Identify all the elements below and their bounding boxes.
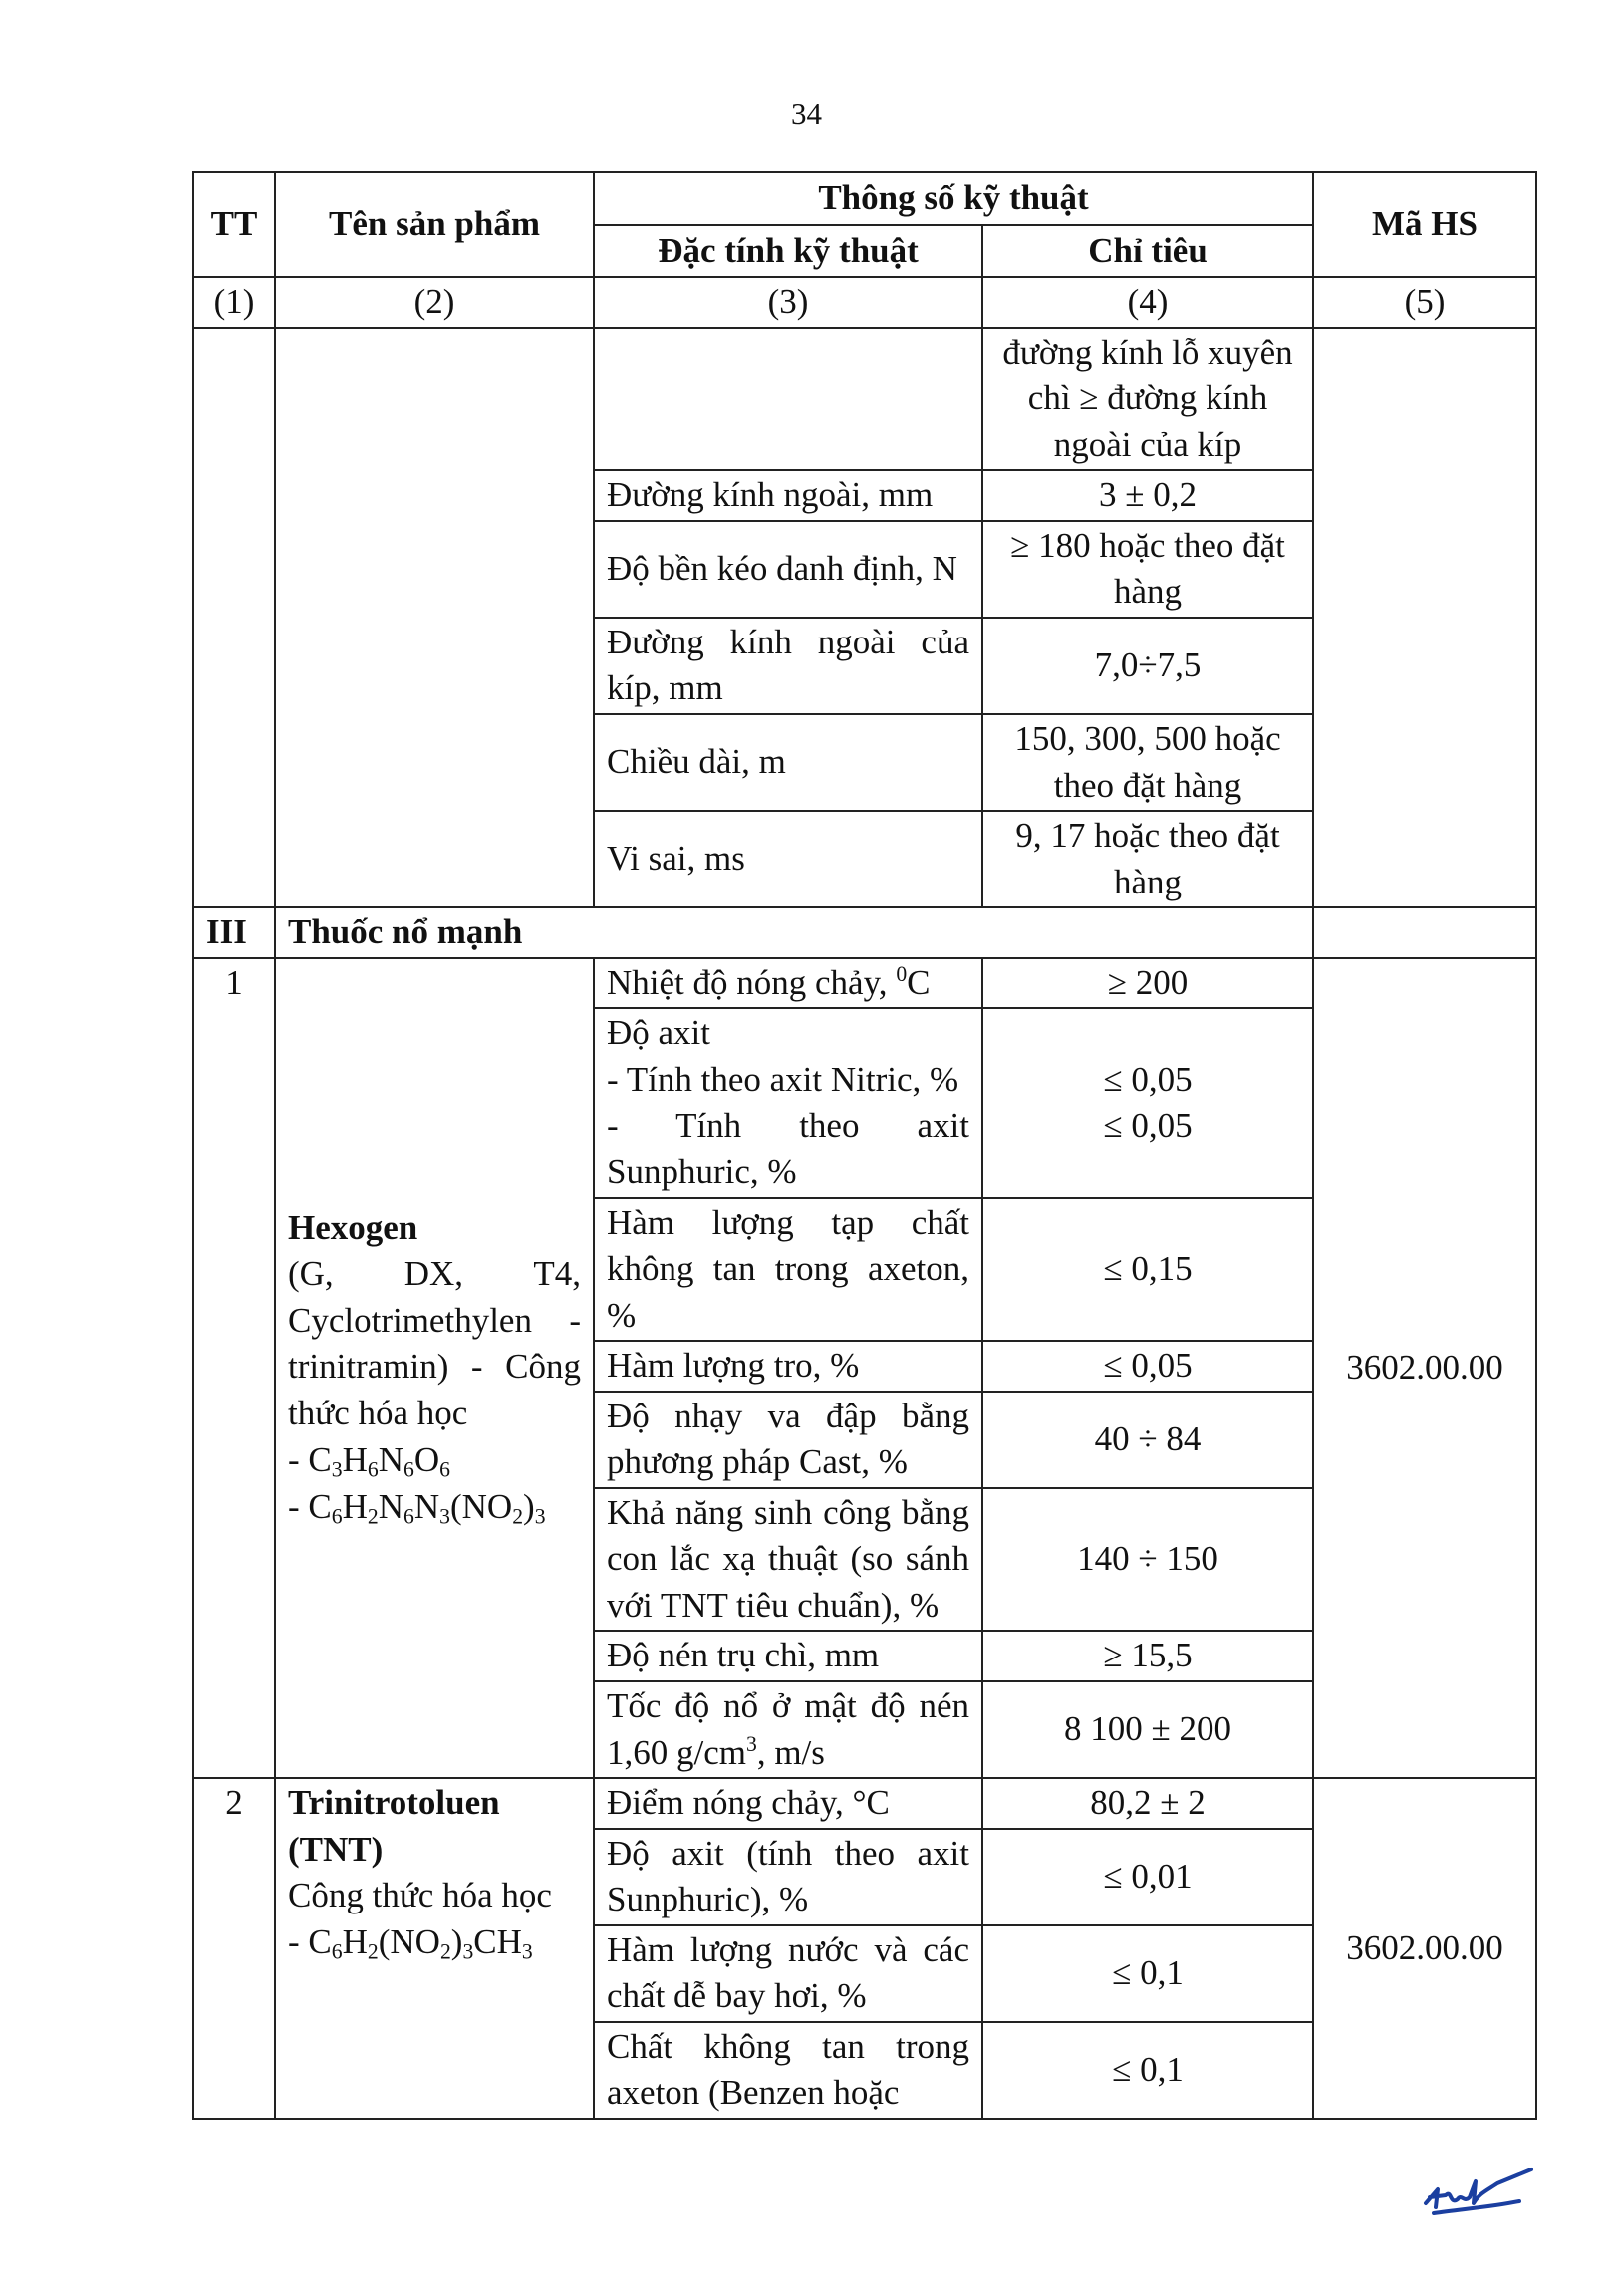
section-number: III [193, 907, 275, 958]
column-number: (2) [275, 277, 594, 328]
table-row [193, 1778, 1536, 1829]
characteristic-cell: Khả năng sinh công bằng con lắc xạ thuật (so sánh với TNT tiêu chuẩn), % [594, 1488, 982, 1632]
characteristic-cell: Hàm lượng tro, % [594, 1341, 982, 1392]
product-name: Trinitrotoluen (TNT) [288, 1783, 500, 1869]
chemical-formula: - $C_6H_2N_6N_3(NO_2)_3$ [288, 1486, 546, 1529]
characteristic-cell: Chiều dài, m [594, 714, 982, 811]
header-tt: TT [193, 172, 275, 277]
product-number: 2 [193, 1778, 275, 2119]
product-name-cell [275, 958, 594, 1778]
chemical-formula: - $C_6H_2(NO_2)_3CH_3$ [288, 1921, 533, 1964]
section-row [193, 907, 1536, 958]
handwritten-signature [1420, 2164, 1539, 2223]
column-number: (4) [982, 277, 1313, 328]
criterion-cell: ≤ 0,15 [982, 1198, 1313, 1342]
hs-code-cell-empty [1313, 328, 1536, 908]
characteristic-cell: Đường kính ngoài, mm [594, 470, 982, 521]
page-number: 34 [791, 96, 822, 130]
criterion-cell: ≥ 180 hoặc theo đặt hàng [982, 521, 1313, 618]
chemical-formula: - $C_3H_6N_6O_6$ [288, 1439, 450, 1481]
criterion-cell: ≤ 0,1 [982, 2022, 1313, 2119]
criterion-cell: 8 100 ± 200 [982, 1681, 1313, 1778]
header-product-name: Tên sản phẩm [275, 172, 594, 277]
characteristic-cell: Đường kính ngoài của kíp, mm [594, 618, 982, 714]
criterion-cell: 40 ÷ 84 [982, 1392, 1313, 1488]
table-row [193, 958, 1536, 1009]
characteristic-cell: Điểm nóng chảy, °C [594, 1778, 982, 1829]
characteristic-cell: Tốc độ nổ ở mật độ nén 1,60 $g/cm^3$, m/s [594, 1681, 982, 1778]
table-row [193, 328, 1536, 471]
characteristic-cell: Độ axit - Tính theo axit Nitric, % - Tính theo axit Sunphuric, % [594, 1008, 982, 1197]
criterion-cell: 150, 300, 500 hoặc theo đặt hàng [982, 714, 1313, 811]
criterion-cell: 3 ± 0,2 [982, 470, 1313, 521]
characteristic-cell: Hàm lượng tạp chất không tan trong axeton, % [594, 1198, 982, 1342]
hs-code-cell-empty [1313, 907, 1536, 958]
criterion-cell: đường kính lỗ xuyên chì ≥ đường kính ngoài của kíp [982, 328, 1313, 471]
criterion-cell: ≥ 200 [982, 958, 1313, 1009]
characteristic-cell: Độ axit (tính theo axit Sunphuric), % [594, 1829, 982, 1925]
characteristic-cell: Độ bền kéo danh định, N [594, 521, 982, 618]
column-number: (1) [193, 277, 275, 328]
column-number-row [193, 277, 1536, 328]
column-number: (5) [1313, 277, 1536, 328]
criterion-cell: ≤ 0,05 ≤ 0,05 [982, 1008, 1313, 1197]
characteristic-cell [594, 328, 982, 471]
column-number: (3) [594, 277, 982, 328]
header-characteristic: Đặc tính kỹ thuật [594, 225, 982, 278]
header-hs-code: Mã HS [1313, 172, 1536, 277]
criterion-cell: ≤ 0,1 [982, 1925, 1313, 2022]
criterion-cell: ≤ 0,01 [982, 1829, 1313, 1925]
product-number: 1 [193, 958, 275, 1778]
characteristic-cell: Độ nén trụ chì, mm [594, 1631, 982, 1681]
characteristic-cell: Nhiệt độ nóng chảy, $^0$C [594, 958, 982, 1009]
tt-cell-empty [193, 328, 275, 908]
header-criterion: Chỉ tiêu [982, 225, 1313, 278]
characteristic-cell: Chất không tan trong axeton (Benzen hoặc [594, 2022, 982, 2119]
characteristic-cell: Hàm lượng nước và các chất dễ bay hơi, % [594, 1925, 982, 2022]
characteristic-cell: Độ nhạy va đập bằng phương pháp Cast, % [594, 1392, 982, 1488]
criterion-cell: 9, 17 hoặc theo đặt hàng [982, 811, 1313, 907]
criterion-cell: 140 ÷ 150 [982, 1488, 1313, 1632]
criterion-cell: ≥ 15,5 [982, 1631, 1313, 1681]
specification-table [192, 171, 1537, 2120]
characteristic-cell: Vi sai, ms [594, 811, 982, 907]
product-description: (G, DX, T4, Cyclotrimethylen - trinitramin) - Công thức hóa học [288, 1254, 581, 1432]
product-name-cell [275, 1778, 594, 2119]
signature-underline [1434, 2201, 1519, 2213]
criterion-cell: 80,2 ± 2 [982, 1778, 1313, 1829]
hs-code-cell: 3602.00.00 [1313, 958, 1536, 1778]
criterion-cell: ≤ 0,05 [982, 1341, 1313, 1392]
header-technical-specs: Thông số kỹ thuật [594, 172, 1313, 225]
header-row [193, 172, 1536, 225]
product-description: Công thức hóa học [288, 1876, 552, 1915]
product-name: Hexogen [288, 1207, 418, 1247]
section-title: Thuốc nổ mạnh [275, 907, 1313, 958]
criterion-cell: 7,0÷7,5 [982, 618, 1313, 714]
hs-code-cell: 3602.00.00 [1313, 1778, 1536, 2119]
product-cell-empty [275, 328, 594, 908]
